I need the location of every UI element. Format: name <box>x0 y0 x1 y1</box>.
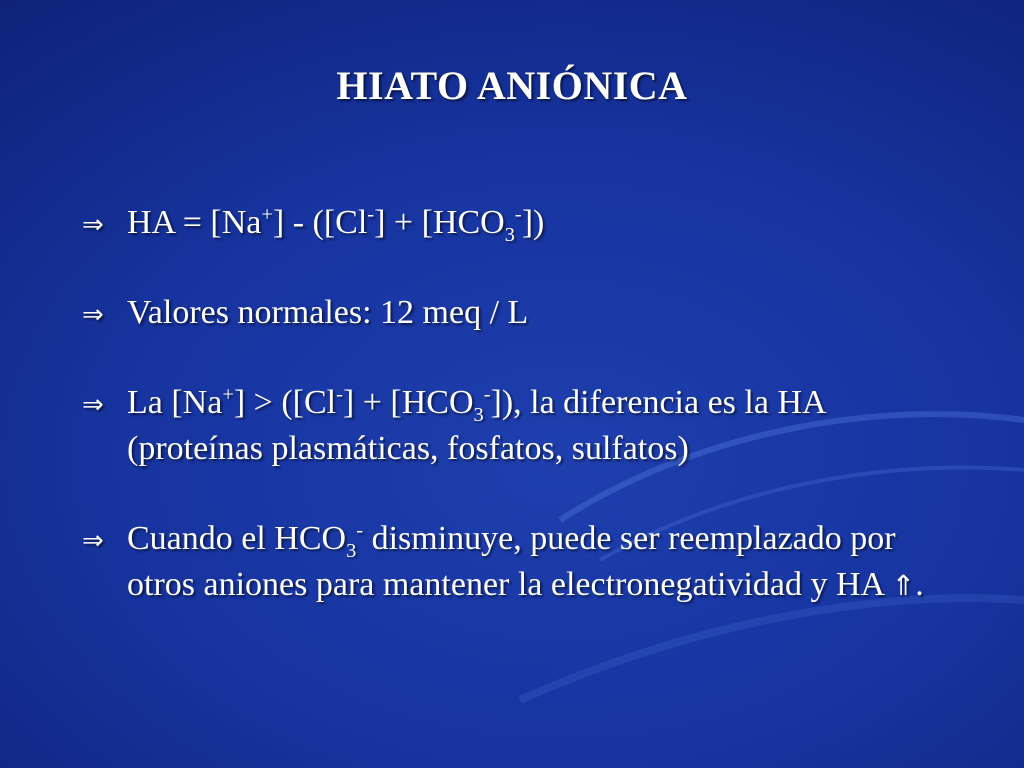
superscript-minus: - <box>483 383 491 406</box>
superscript-plus: + <box>222 383 234 406</box>
superscript-minus: - <box>336 383 343 406</box>
superscript-plus: + <box>261 203 273 226</box>
bullet-text: Valores normales: 12 meq / L <box>127 294 529 331</box>
double-arrow-right-icon: ⇒ <box>82 210 104 240</box>
bullet-text: disminuye, puede ser reemplazado por otros aniones para mantener la electronegatividad y HA <box>127 520 896 603</box>
bullet-text: Cuando el HCO <box>127 520 347 557</box>
bullet-text: ] > ([Cl <box>233 384 337 421</box>
formula-part: HA = [Na <box>127 204 262 241</box>
bullet-text: ] + [HCO <box>342 384 474 421</box>
double-arrow-right-icon: ⇒ <box>82 526 104 556</box>
formula-part: ]) <box>521 204 545 241</box>
subscript-3: 3 <box>504 223 515 246</box>
bullet-difference <box>82 380 962 472</box>
bullet-anion-gap-formula <box>82 200 962 246</box>
bullet-list <box>82 200 962 609</box>
bullet-bicarbonate-decrease <box>82 516 962 609</box>
subscript-3: 3 <box>473 403 484 426</box>
double-arrow-right-icon: ⇒ <box>82 300 104 330</box>
bullet-normal-values <box>82 290 962 336</box>
formula-part: ] - ([Cl <box>272 204 368 241</box>
bullet-text: ]), la diferencia es la HA (proteínas plasmáticas, fosfatos, sulfatos) <box>127 384 825 467</box>
bullet-text: . <box>915 566 924 603</box>
subscript-3: 3 <box>346 539 357 562</box>
bullet-text: La [Na <box>127 384 223 421</box>
superscript-minus: - <box>356 519 364 542</box>
double-arrow-up-icon: ⇑ <box>891 569 916 602</box>
superscript-minus: - <box>514 203 522 226</box>
formula-part: ] + [HCO <box>374 204 505 241</box>
slide-title: HIATO ANIÓNICA <box>336 63 688 108</box>
superscript-minus: - <box>367 203 375 226</box>
double-arrow-right-icon: ⇒ <box>82 390 104 420</box>
